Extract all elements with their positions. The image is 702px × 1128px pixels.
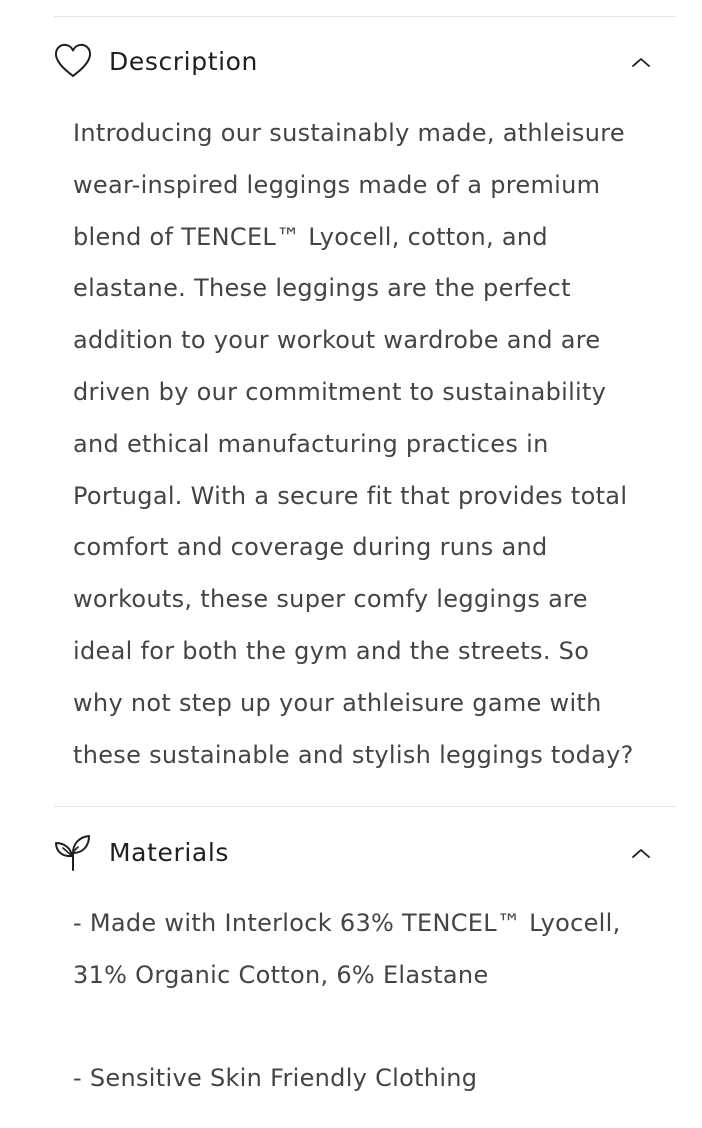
description-line: wear-inspired leggings made of a premium bbox=[73, 170, 601, 199]
leaf-icon bbox=[54, 833, 92, 873]
materials-accordion-toggle[interactable] bbox=[54, 833, 676, 873]
description-line: and ethical manufacturing practices in bbox=[73, 429, 549, 458]
description-line: blend of TENCEL™ Lyocell, cotton, and bbox=[73, 222, 548, 251]
description-line: these sustainable and stylish leggings today? bbox=[73, 740, 634, 769]
materials-content bbox=[73, 898, 673, 1105]
description-line: Portugal. With a secure fit that provides total bbox=[73, 481, 628, 510]
description-line: comfort and coverage during runs and bbox=[73, 533, 548, 562]
materials-line: - Made with Interlock 63% TENCEL™ Lyocell, bbox=[73, 909, 621, 937]
chevron-up-icon[interactable] bbox=[630, 845, 652, 861]
section-divider bbox=[54, 806, 676, 807]
description-line: ideal for both the gym and the streets. So bbox=[73, 636, 590, 665]
top-divider bbox=[54, 16, 676, 17]
description-line: Introducing our sustainably made, athleisure bbox=[73, 119, 625, 147]
materials-line bbox=[73, 1002, 673, 1054]
description-content bbox=[73, 108, 673, 781]
heart-icon bbox=[54, 42, 92, 82]
materials-line: - Sensitive Skin Friendly Clothing bbox=[73, 1064, 478, 1093]
description-line: driven by our commitment to sustainability bbox=[73, 377, 607, 406]
chevron-up-icon[interactable] bbox=[630, 54, 652, 70]
description-line: addition to your workout wardrobe and are bbox=[73, 326, 601, 355]
description-line: elastane. These leggings are the perfect bbox=[73, 274, 571, 303]
description-line: why not step up your athleisure game with bbox=[73, 688, 602, 717]
description-accordion-toggle[interactable] bbox=[54, 42, 676, 82]
materials-title: Materials bbox=[109, 838, 229, 867]
description-title: Description bbox=[109, 47, 258, 76]
description-line: workouts, these super comfy leggings are bbox=[73, 585, 588, 614]
materials-line: 31% Organic Cotton, 6% Elastane bbox=[73, 960, 489, 989]
